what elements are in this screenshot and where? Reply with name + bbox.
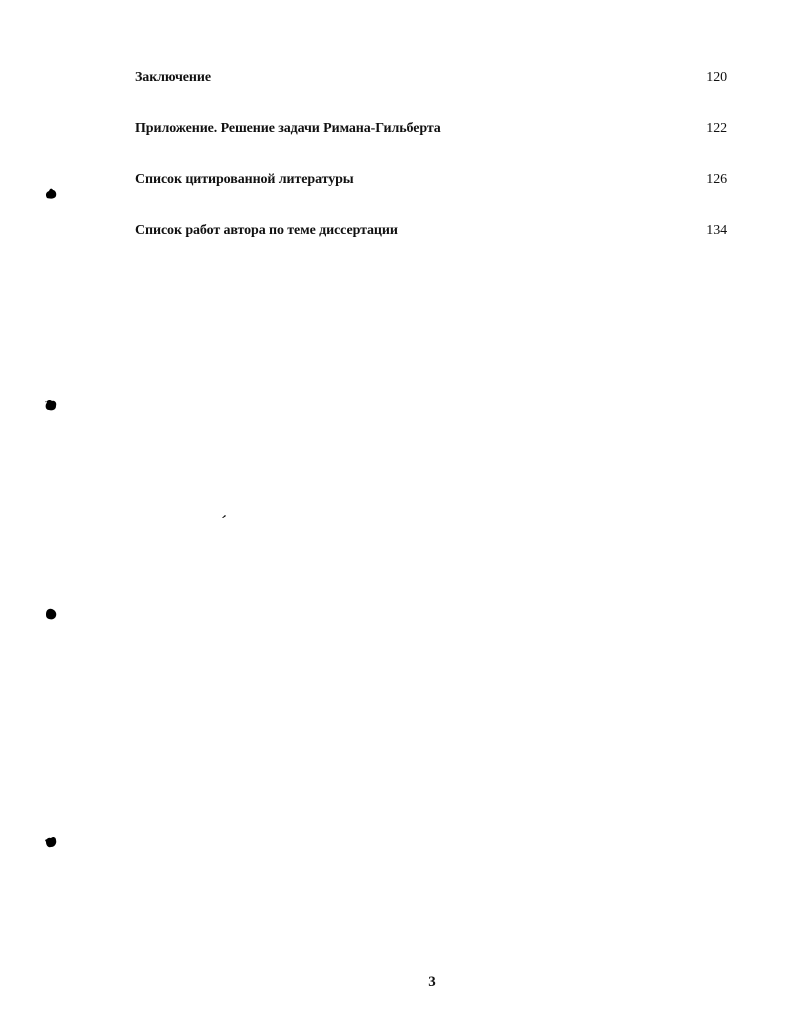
- toc-entry-appendix: [135, 119, 727, 170]
- toc-entry-title: Заключение: [135, 70, 211, 85]
- toc-entry-conclusion: [135, 68, 727, 119]
- punch-hole-mark: [44, 398, 58, 412]
- scan-speck-mark: [222, 515, 226, 518]
- toc-entry-author-works: [135, 221, 727, 272]
- toc-entry-page: 122: [706, 121, 727, 136]
- punch-hole-mark: [44, 607, 58, 621]
- page-number: 3: [428, 974, 436, 990]
- table-of-contents: [135, 68, 727, 272]
- toc-entry-title: Список цитированной литературы: [135, 172, 354, 187]
- toc-entry-title: Список работ автора по теме диссертации: [135, 223, 398, 238]
- toc-entry-page: 126: [706, 172, 727, 187]
- punch-hole-mark: [44, 186, 58, 200]
- toc-entry-page: 120: [706, 70, 727, 85]
- toc-entry-page: 134: [706, 223, 727, 238]
- toc-entry-title: Приложение. Решение задачи Римана-Гильберта: [135, 121, 441, 136]
- punch-hole-mark: [44, 835, 58, 849]
- toc-entry-references: [135, 170, 727, 221]
